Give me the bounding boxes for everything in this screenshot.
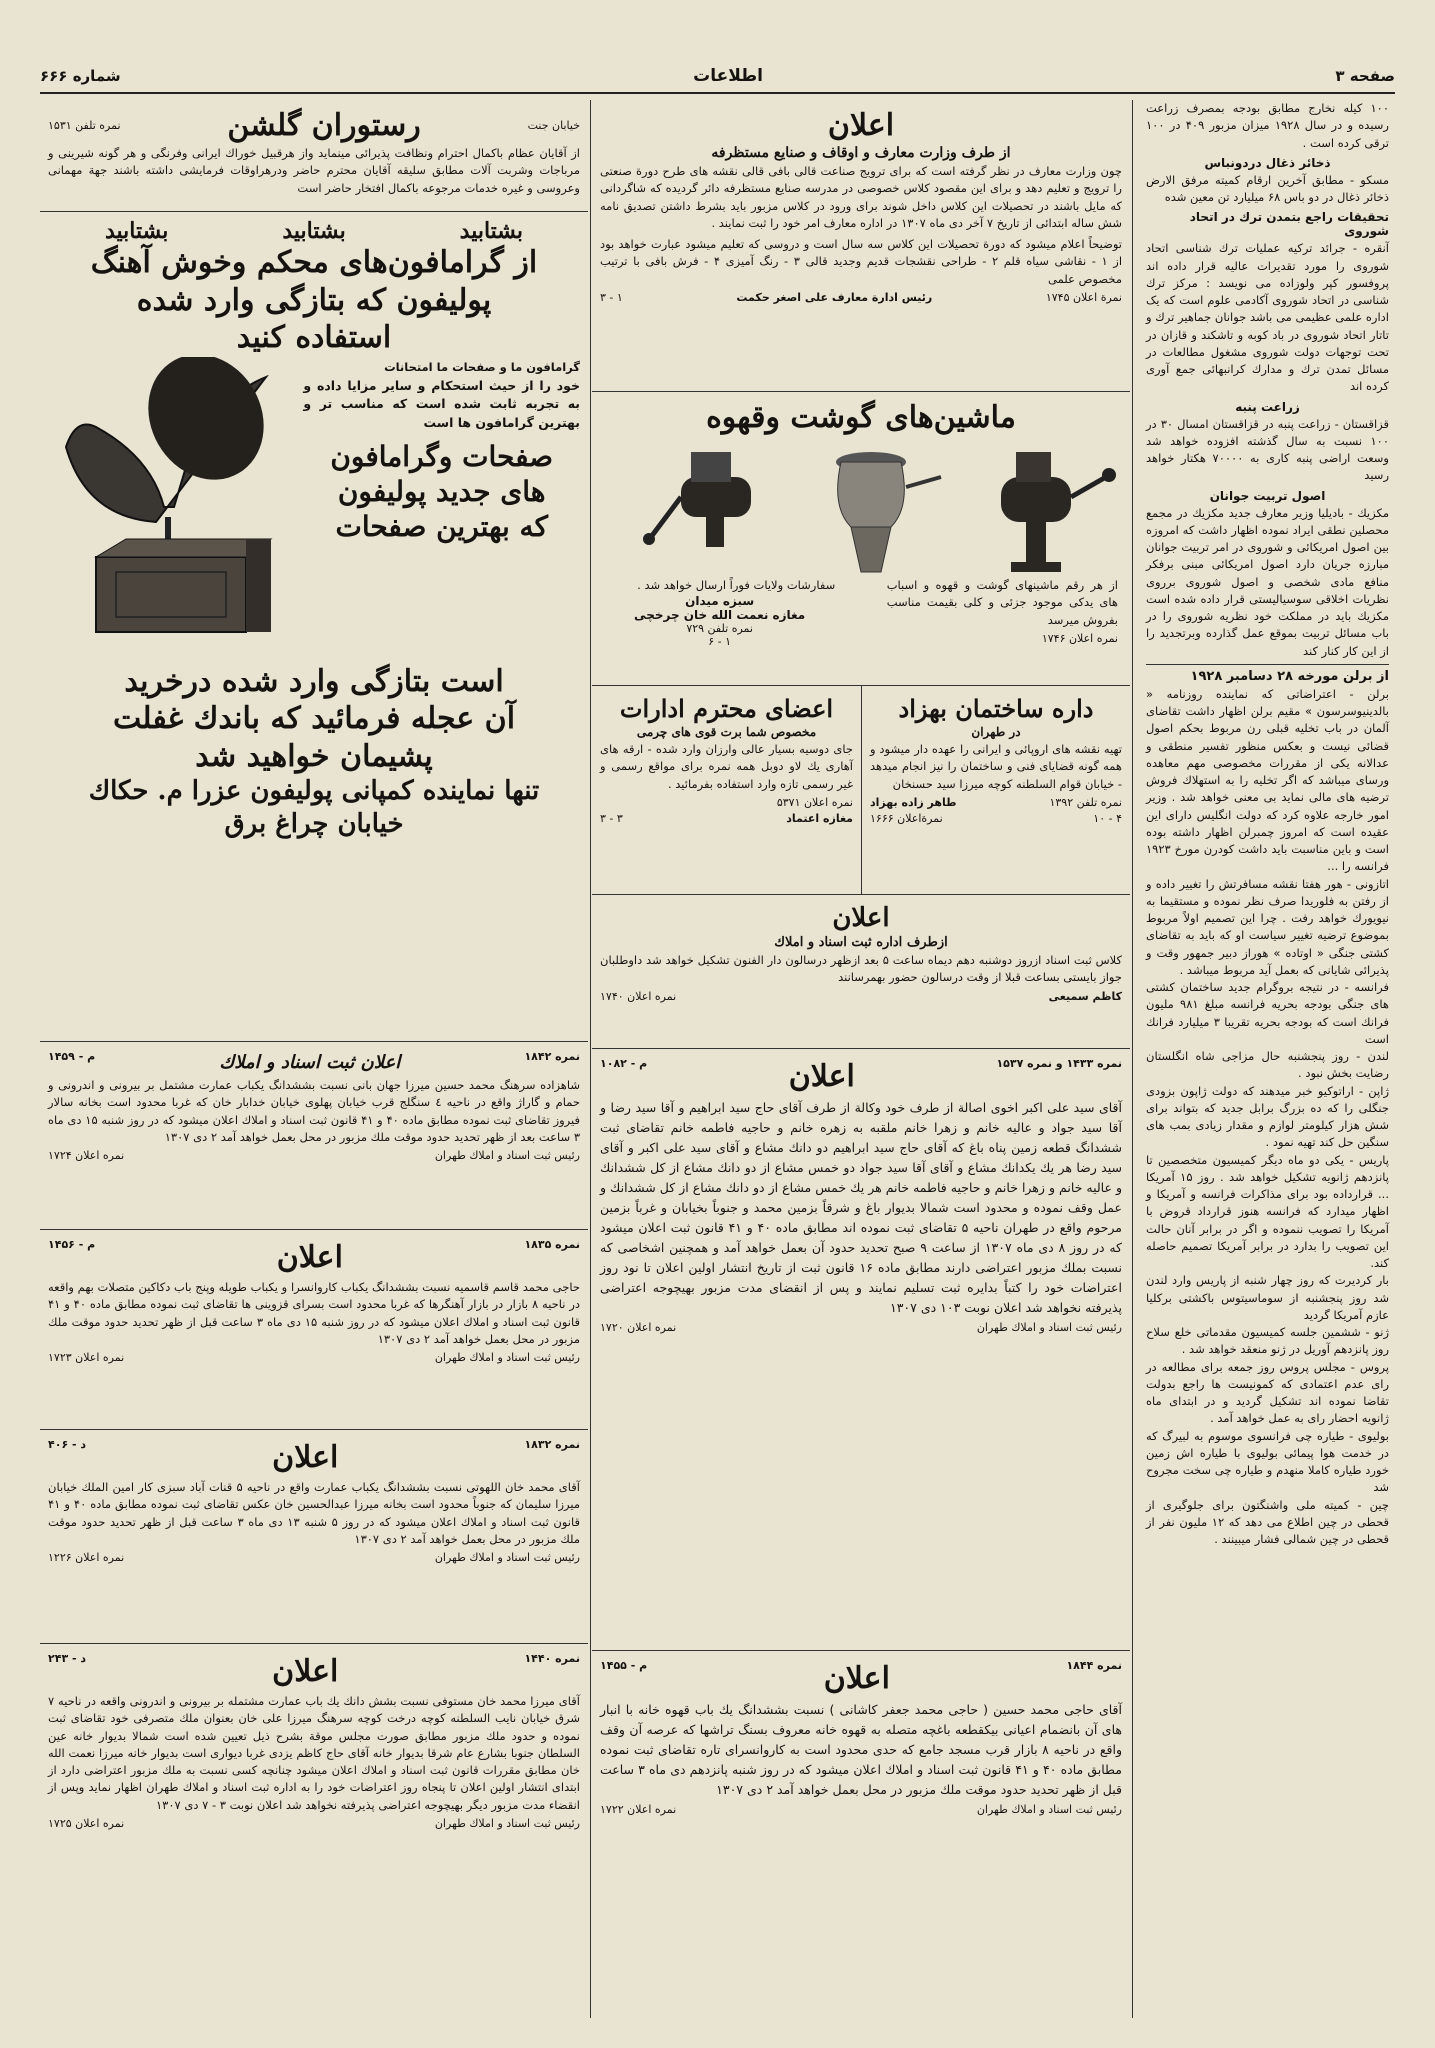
notice-number: نمره اعلان ۱۷۲۰: [600, 1321, 677, 1334]
ad-line: خیابان چراغ برق: [224, 808, 404, 839]
notice-code: م - ۱۰۸۲: [600, 1057, 648, 1070]
notice-code: م - ۱۴۵۵: [600, 1659, 648, 1672]
notice-signature: رئیس ثبت اسناد و املاك طهران: [434, 1816, 580, 1830]
notice-signature: رئیس ثبت اسناد و املاك طهران: [976, 1803, 1122, 1816]
news-paragraph: لندن - روز پنجشنبه حال مزاجی شاه انگلستان رضایت بخش نبود .: [1146, 1049, 1389, 1081]
notice-number: نمره اعلان ۱۲۲۶: [48, 1551, 125, 1564]
notice-title: اعلان ثبت اسناد و املاك: [219, 1052, 401, 1073]
ad-number: نمره اعلان ۱۷۴۶: [1041, 631, 1118, 645]
notice-ref: نمره ۱۸۳۵: [524, 1238, 580, 1251]
news-paragraph: پروس - مجلس پروس روز جمعه برای مطالعه در رای عدم اعتمادی که کمونیست ها راجع بدولت تقاضا نموده اند تشکیل گردید و در ابتدای ماه ژانویه احضار رای به عمل خواهد آمد .: [1146, 1359, 1389, 1426]
restaurant-street: خیابان جنت: [527, 119, 580, 132]
notice-ref: نمره ۱۸۴۴: [1066, 1659, 1122, 1672]
hurry-word: بشتابید: [282, 218, 346, 244]
restaurant-ad: [40, 100, 588, 212]
notice-number: نمره اعلان ۱۷۲۳: [48, 1351, 125, 1364]
news-paragraph: ژنو - ششمین جلسه کمیسیون مقدماتی خلع سلاح روز پانزدهم آوریل در ژنو منعقد خواهد شد .: [1146, 1325, 1389, 1357]
news-paragraph: اتازونی - هور هفتا نقشه مسافرتش را تغییر داده و از رفتن به فلوریدا صرف نظر نموده و مستقیما به نیویورك خواهد رفت . چرا این تصمیم اولاً مربوط بموضوع ترضیه تغییر سیاست او که باید به تقاضای کشتی جنگی « اوتاده » هوراز دبیر جمهور وقت و پذیرائی شایانی که بعمل آید مربوط میباشد .: [1146, 876, 1389, 977]
notice-signature: رئیس ثبت اسناد و املاك طهران: [976, 1321, 1122, 1334]
notice-code: م - ۱۴۵۹: [48, 1050, 96, 1063]
mincer-icon: [643, 452, 751, 547]
behzad-ad: [861, 686, 1130, 894]
masthead-rule: [40, 92, 1395, 94]
ad-shop: مغازه اعتماد: [786, 811, 853, 825]
ad-line: آن عجله فرمائید که باندك غفلت: [112, 701, 516, 736]
middle-column: [592, 100, 1130, 2018]
ad-code: ۳ - ۳: [600, 811, 623, 825]
hurry-word: بشتابید: [459, 218, 524, 244]
notice-body: چون وزارت معارف در نظر گرفته است که برای ترویج صناعت قالی بافی قالی نقشه های طرح دورة صنعتی را ترویج و تعلیم دهد و برای این مقصود کلاس خصوصی در مدرسه صنایع مستظرفه دائر گردیده که شاگردانی که مایل باشند در تحصیلات این کلاس داخل شوند برای ورود در کلاس مزبور باید بشرط داشتن تصدیق نامه شش ساله ابتدائی از تاریخ ۷ آخر دی ماه ۱۳۰۷ در اداره معارف امر خود را ثبت نمایند .: [600, 164, 1122, 230]
notice-ref: نمره ۱۸۳۲: [524, 1438, 580, 1451]
news-paragraph: آنقره - جرائد ترکیه عملیات ترك شناسی اتحاد شوروی را مورد تقدیرات عالیه قرار داده اند پروفسور کپر ولوزاده می نویسد : مرکز ترك شناسی در اتحاد شوروی آکادمی علوم است که یک اداره علمی عظیمی می باشد جوانان جماهیر ترك و تاتار اتحاد شوروی در باد کوبه و تاشکند و قازان در تحت توجهات دولت شوروی مشغول مطالعات در مسائل تمدن ترك و مدارك کرانبهائی جمع آوری کرده اند: [1146, 241, 1389, 394]
notice-title: اعلان: [823, 1661, 890, 1696]
meat-grinder-icon: [1001, 452, 1116, 572]
notice-title: اعلان: [276, 1240, 343, 1275]
notice-body: حاجی محمد قاسم قاسمیه نسبت بششدانگ یکباب کاروانسرا و یکباب طویله وپنج باب دکاکین متصلات بهم واقعه در ناحیه ۸ بازار در بازار آهنگرها که غربا محدود است بسرای قزوینی ها تقاضای ثبت نموده مطابق ماده ۴۰ و ۴۱ قانون ثبت اسناد و املاك اعلان میشود که در روز شنبه ۱۵ دی ماه ۳ ساعت قبل از ظهر تحدید حدود موقت ملك مزبور در محل بعمل خواهد آمد ۲ دی ۱۳۰۷: [48, 1280, 581, 1346]
issue-number: شماره ۶۶۶: [40, 67, 121, 85]
gramophone-icon: [56, 357, 296, 657]
notice-subtitle: ازطرف اداره ثبت اسناد و املاك: [774, 935, 948, 950]
registry-notice-4: [40, 1644, 588, 1836]
ad-title: داره ساختمان بهزاد: [898, 694, 1094, 723]
news-paragraph: ژاپن - اراتوکیو خبر میدهند که دولت ژاپون بزودی جنگلی را که ده بزرگ برابل جدید که بتواند برای شش هزار کیلومتر لوازم و مقدار زیادی بمب های سنگین حل کند تهیه نمود .: [1146, 1083, 1389, 1150]
news-heading: تحقیقات راجع بتمدن ترك در اتحاد شوروی: [1189, 210, 1389, 239]
news-heading: زراعت پنبه: [1235, 399, 1300, 414]
notice-signature: رئیس ثبت اسناد و املاك طهران: [434, 1551, 580, 1564]
news-heading: ذخائر ذغال دردونباس: [1204, 155, 1331, 170]
notice-body: آقای محمد خان اللهوتی نسبت بششدانگ یکباب عمارت واقع در ناحیه ۵ قنات آباد سبزی کار امین الملك خیابان میرزا سلیمان که جنوباً محدود است بخانه میرزا عبدالحسین خان عکس تقاضای ثبت نموده مطابق ماده ۴۰ و ۴۱ قانون ثبت اسناد و املاك اعلان میشود که در روز ۵ شنبه ۱۳ دی ماه ۳ ساعت قبل از ظهر تحدید حدود موقت ملك مزبور در محل بعمل خواهد آمد ۲ دی ۱۳۰۷: [48, 1480, 581, 1546]
notice-body: شاهزاده سرهنگ محمد حسین میرزا جهان بانی نسبت بششدانگ یکباب عمارت مشتمل بر بیرونی و اندرونی و حمام و گاراژ واقع در ناحیه ٤ سنگلج قرب خیابان پهلوی خیابان خدابار خان که غربا محدود است بخانه سالار فیروز تقاضای ثبت نموده مطابق ماده ۴۰ و ۴۱ قانون ثبت اسناد و املاك اعلان میشود که در روز شنبه ۱۵ دی ماه ۳ ساعت بعد از ظهر تحدید حدود موقت ملك مزبور در محل بعمل خواهد آمد ۲ دی ۱۳۰۷: [48, 1078, 580, 1144]
notice-signature: رئیس ثبت اسناد و املاك طهران: [434, 1351, 580, 1364]
ad-line: است بتازگی وارد شده درخرید: [124, 663, 504, 699]
ad-description: خود را از حیث استحکام و سایر مزایا داده و به تجربه ثابت شده است که مناسب تر و بهترین گرامافون ها است: [303, 377, 580, 430]
notice-title: اعلان: [272, 1654, 339, 1689]
ad-title: اعضای محترم ادارات: [619, 694, 834, 723]
notice-subtitle: از طرف وزارت معارف و اوقاف و صنایع مستظرفه: [711, 145, 1011, 161]
notice-number: نمره اعلان ۱۷۲۵: [48, 1816, 125, 1830]
news-paragraph: برلن - اعتراضاتی که نماینده روزنامه « بالدینیوسرسون » مقیم برلن اظهار داشت تقاضای آلمان در باب تخلیه قبلی رن مربوط بحکم اصول قضائی نیست و بعکس منظور تفسیر منطقی و عدالانه یکی از مقررات مخصوصی مهم معاهده ورسای میباشد که اگر تخلیه را به استهلاك فروش ترضیه های مالی نماید بی معنی خواهد شد . وزیر امور خارجه علاوه کرد که دولت انگلیس دارای این عقیده است که امروز چمبرلن اظهار داشته بوده است و باین مناسبت باید داشت کودرن مورخ ۱۹۲۳ فرانسه را ...: [1146, 686, 1389, 874]
shop-phone: نمره تلفن ۷۲۹: [686, 622, 753, 636]
ad-number: نمرةاعلان ۱۶۶۶: [870, 811, 943, 825]
masthead: [40, 60, 1395, 92]
notice-body-2: توضیحاً اعلام میشود که دورة تحصیلات این کلاس سه سال است و دروسی که تعلیم میشود عبارت خواهد بود از ۱ - نقاشی سیاه قلم ۲ - طراحی نقشجات قدیم وجدید قالی ۳ - رنگ آمیزی ۴ - فرش بافی با ترتیب مخصوص علمی: [600, 237, 1123, 286]
news-column: [1140, 100, 1395, 2018]
news-paragraph: ۱۰۰ کیله نخارج مطابق بودجه بمصرف زراعت رسیده و در سال ۱۹۲۸ میزان مزبور ۴۰۹ در ۱۰۰ ترقی کرده است .: [1146, 101, 1389, 150]
ad-line: پولیفون که بتازگی وارد شده: [136, 282, 492, 318]
ad-title: ماشین‌های گوشت وقهوه: [706, 400, 1016, 435]
ad-subtitle: مخصوص شما برت قوی های چرمی: [636, 725, 817, 739]
registry-notice-3: [40, 1430, 588, 1644]
ad-line: های جدید پولیفون: [337, 474, 546, 508]
registry-notice-2: [40, 1230, 588, 1430]
registry-class-notice: [592, 895, 1130, 1049]
ad-body: تهیه نقشه های اروپائی و ایرانی را عهده دار میشود و همه گونه قضایای فنی و ساختمان را نیز انجام میدهد - خیابان قوام السلطنه کوچه میرزا سید حسنخان: [870, 742, 1122, 791]
ad-line: تنها نماینده کمپانی پولیفون عزرا م. حکاك: [88, 776, 540, 806]
column-divider: [1132, 100, 1133, 2018]
ad-code: ۱ - ۶: [708, 635, 732, 649]
notice-code: د - ۲۴۳: [48, 1652, 87, 1665]
grinder-ad: [592, 392, 1130, 686]
page-number: صفحه ۳: [1335, 67, 1395, 85]
registry-notice-1: [40, 1042, 588, 1230]
news-paragraph: قزاقستان - زراعت پنبه در قزاقستان امسال ۳۰ در ۱۰۰ نسبت به سال گذشته افزوده خواهد شد وسعت اراضی پنبه کاری به ۷۰۰۰۰ هکتار خواهد رسید: [1146, 416, 1389, 483]
coffee-grinder-icon: [836, 452, 941, 572]
coffeehouse-notice: [592, 1651, 1130, 1822]
restaurant-title: رستوران گلشن: [227, 108, 421, 143]
land-registry-notice: [592, 1049, 1130, 1651]
news-paragraph: بار کردیرت که روز چهار شنبه از پاریس وارد لندن شد روز پنجشنبه از سوماسیتوس باکشتی برکلیا عازم آمریکا گردید: [1146, 1273, 1389, 1322]
hurry-word: بشتابید: [104, 218, 169, 244]
notice-body: کلاس ثبت اسناد ازروز دوشنبه دهم دیماه ساعت ۵ بعد ازظهر درسالون دار الفنون تشکیل خواهد شد داوطلبان جواز بایستی بساعت قبلا از وقت درسالون حضور بهمرسانند: [600, 953, 1123, 985]
notice-number: نمرة اعلان ۱۷۴۵: [1045, 290, 1122, 304]
notice-signature: کاظم سمیعی: [1048, 989, 1122, 1003]
news-heading: اصول تربیت جوانان: [1209, 488, 1326, 503]
notice-code: ۱ - ۳: [600, 290, 623, 304]
news-paragraph: چین - کمیته ملی واشنگتون برای جلوگیری از قحطی در چین اطلاع می دهد که ۱۲ ملیون نفر از قحطی در چین شمالی فشار میبینند .: [1146, 1497, 1390, 1546]
ad-line: صفحات وگرامافون: [330, 439, 554, 473]
ad-line: از گرامافون‌های محکم وخوش آهنگ: [90, 245, 538, 280]
grinder-illustrations: [601, 437, 1121, 577]
ad-description: از هر رقم ماشینهای گوشت و قهوه و اسباب های یدکی موجود جزئی و کلی بقیمت مناسب بفروش میرسد: [886, 578, 1118, 627]
gramophone-ad: [40, 212, 588, 1042]
notice-body: آقای سید علی اکبر اخوی اصالة از طرف خود وکالة از طرف آقای حاج سید ابراهیم و آقا سید رضا و آقا سید جواد و عالیه خانم و زهرا خانم ملقبه به زهره خانم و حاجیه فاطمه خانم تقاضای ثبت ششدانگ قطعه زمین پناه باغ که آقای حاج سید ابراهیم دو دانك مشاع و آقای سید علی اکبر و آقای سید رضا هر یك یکدانك مشاع و آقای آقا سید جواد دو خمس مشاع از دو دانك مشاع از کل ششدانك و عالیه خانم و زهرا خانم و حاجیه فاطمه خانم هر یك خمس مشاع از دو دانك مشاع از کل ششدانك و عمل وقف نموده و محدود است شمالا بدیوار باغ و شرقاً بزمین محمد و جنوباً بخیابان و غرباً بزمین مرحوم واقع در طهران ناحیه ۵ تقاضای ثبت نموده اند مطابق ماده ۴۰ و ۴۱ قانون ثبت اعلان میشود که در روز ۸ دی ماه ۱۳۰۷ از ساعت ۹ صبح تحدید حدود آن بعمل خواهد آمد و همچنین اشخاصی که نسبت بملك مزبور اعتراضی دارند مطابق ماده ۱۶ قانون ثبت از تاریخ انتشار اولین اعلان تا نود روز اعتراضات خود را کتباً بدایره ثبت تسلیم نمایند و پس از انقضای مدت مزبور بهیچوجه اعتراضی پذیرفته نخواهد شد اعلان نوبت ۱۰۳ دی ۱۳۰۷: [600, 1100, 1123, 1315]
ad-body: جای دوسیه بسیار عالی وارزان وارد شده - ارقه های آهاری یك لاو دوبل همه نمره برای مواقع رسمی و غیر رسمی تازه وارد استفاده بفرمائید .: [600, 742, 853, 791]
notice-number: نمره اعلان ۱۷۴۰: [600, 989, 677, 1003]
notice-signature: رئیس ادارة معارف علی اصغر حکمت: [736, 290, 933, 304]
ad-note: سفارشات ولایات فوراً ارسال خواهد شد .: [637, 578, 836, 592]
notice-title: اعلان: [788, 1059, 855, 1094]
shop-location: سبزه میدان: [685, 594, 755, 609]
newspaper-name: اطلاعات: [693, 66, 763, 86]
ad-number: نمره اعلان ۵۳۷۱: [776, 795, 853, 809]
notice-ref: نمره ۱۴۴۰: [524, 1652, 580, 1665]
notice-code: م - ۱۴۵۶: [48, 1238, 96, 1251]
notice-code: د - ۴۰۶: [48, 1438, 87, 1451]
ad-line: که بهترین صفحات: [335, 509, 548, 543]
left-column: [40, 100, 588, 2018]
ad-line: استفاده کنید: [236, 320, 392, 355]
notice-number: نمره اعلان ۱۷۲۴: [48, 1149, 125, 1162]
restaurant-phone: نمره تلفن ۱۵۳۱: [48, 119, 121, 132]
notice-title: اعلان: [272, 1440, 339, 1475]
news-paragraph: مکزیك - بادیلیا وزیر معارف جدید مکزیك در مجمع محصلین نطقی ایراد نموده اظهار داشت که امروزه بین اصول امریکائی و شوروی در امر تربیت جوانان مبارزه جریان دارد اصول امریکائی مبنی برفکر منافع مادی شخصی و اصول شوروی برروی نظریات اخلاقی سوسیالیستی قرار داده شده است مکزیك باید در مملکت خود نظریه شوروی را در باب مسائل تربیت بموقع عمل گذارده وبرتجدید را از این کار کنار کند: [1146, 505, 1389, 658]
ad-subheading: گرامافون ما و صفحات ما امتحانات: [384, 359, 580, 374]
offices-ad: [592, 686, 861, 894]
news-paragraph: مسکو - مطابق آخرین ارقام کمیته مرفق الارض ذخائر ذغال در دو باس ۶۸ میلیارد تن معین شده: [1146, 172, 1389, 204]
notice-body: آقای میرزا محمد خان مستوفی نسبت بشش دانك یك باب عمارت مشتمله بر بیرونی و اندرونی واقعه در ناحیه ۷ شرق خیابان نایب السلطنه کوچه درخت کوچه سرهنگ میرزا علی خان بعنوان ملك متصرفی خود تقاضای ثبت نموده و حدود ملك مزبور مطابق صورت مجلس موقة بشرح ذیل تعیین شده است شمالا بدیوار خانه عین السلطان جنوبا بشارع عام شرقا بدیوار خانه آقای حاج کاظم یزدی غربا دیواری است بدیوار خانه میرزا نعمت الله خان مطابق مقررات قانون ثبت اسناد و املاك اعلان میشود چنانچه کسی نسبت به ملك مزبور اعتراضی دارد از ابتدای انتشار اولین اعلان تا پنجاه روز اعتراضات خود را به اداره ثبت اسناد و املاك طهران اظهار نماید وپس از انقضاء مدت مزبور دیگر بهیچوجه اعتراضی پذیرفته نخواهد شد اعلان نوبت ۳ - ۷ دی ۱۳۰۷: [48, 1694, 580, 1812]
ad-subtitle: در طهران: [971, 725, 1021, 739]
news-heading: از برلن مورخه ۲۸ دسامبر ۱۹۲۸: [1190, 668, 1389, 684]
notice-signature: رئیس ثبت اسناد و املاك طهران: [434, 1149, 580, 1162]
notice-number: نمره اعلان ۱۷۲۲: [600, 1803, 677, 1816]
shop-name: مغازه نعمت الله خان چرخچی: [634, 608, 806, 623]
notice-ref: نمره ۱۴۳۳ و نمره ۱۵۳۷: [996, 1057, 1122, 1070]
education-notice: [592, 100, 1130, 392]
notice-title: اعلان: [827, 108, 895, 143]
ad-owner: طاهر زاده بهزاد: [870, 795, 957, 809]
ad-row: [592, 686, 1130, 895]
ad-phone: نمره تلفن ۱۳۹۲: [1049, 795, 1122, 809]
notice-title: اعلان: [832, 903, 890, 933]
news-paragraph: بولیوی - طیاره چی فرانسوی موسوم به لبیرگ که در خدمت هوا پیمائی بولیوی با طیاره اش زمین خورد طیاره کاملا منهدم و طیاره چی سخت مجروح شد: [1146, 1428, 1389, 1495]
news-paragraph: فرانسه - در نتیجه بروگرام جدید ساختمان کشتی های جنگی بودجه بحریه فرانسه مبلغ ۹۸۱ ملیون فرانك است که بودجه بحریه تقریبا ۳ میلیارد فرانك است: [1146, 980, 1389, 1046]
notice-body: آقای حاجی محمد حسین ( حاجی محمد جعفر کاشانی ) نسبت بششدانگ یك باب قهوه خانه با انبار های آن بانضمام اعیانی بیکقطعه باغچه متصله به قهوه خانه معروف بسنگ تراشها که عرصه آن وقف واقع در ناحیه ۸ بازار قرب مسجد جامع که حدی محدود است به کاروانسرای تاره تقاضای ثبت نموده مطابق ماده ۴۰ و ۴۱ قانون ثبت اسناد و املاك اعلان میشود که در روز شنبه پانزدهم دی ماه ۳ ساعت قبل از ظهر تحدید حدود موقت ملك مزبور در محل بعمل خواهد آمد ۲ دی ۱۳۰۷: [600, 1702, 1122, 1797]
ad-line: پشیمان خواهید شد: [195, 738, 433, 774]
notice-ref: نمره ۱۸۴۲: [524, 1050, 580, 1063]
column-divider: [590, 100, 591, 2018]
restaurant-body: از آقایان عظام باکمال احترام ونظافت پذیرائی مینماید واز هرقبیل خوراك ایرانی وفرنگی و هر گونه شیرینی و مرباجات وشربت آلات مطابق سلیقه آقایان محترم حاضر ودرهراوقات فرمایشی داشته باشند جهة مهمانی وعروسی و غیره خدمات مرجوعه باکمال افتخار حاضر است: [48, 146, 580, 195]
ad-code: ۴ - ۱۰: [1093, 811, 1122, 825]
news-paragraph: پاریس - یکی دو ماه دیگر کمیسیون متخصصین تا پانزدهم ژانویه تشکیل خواهد شد . روز ۱۵ آمریکا ... قرارداده بود برای مذاکرات فرانسه و آمریکا و اظهار میدارد که فرانسه هنوز قرارداد قروض با آمریکا را تصویب ننموده و اگر در برابر آنان حالت این تصویب را بدارد در برابر آمریکا تصمیم حاصله کند.: [1146, 1152, 1389, 1270]
